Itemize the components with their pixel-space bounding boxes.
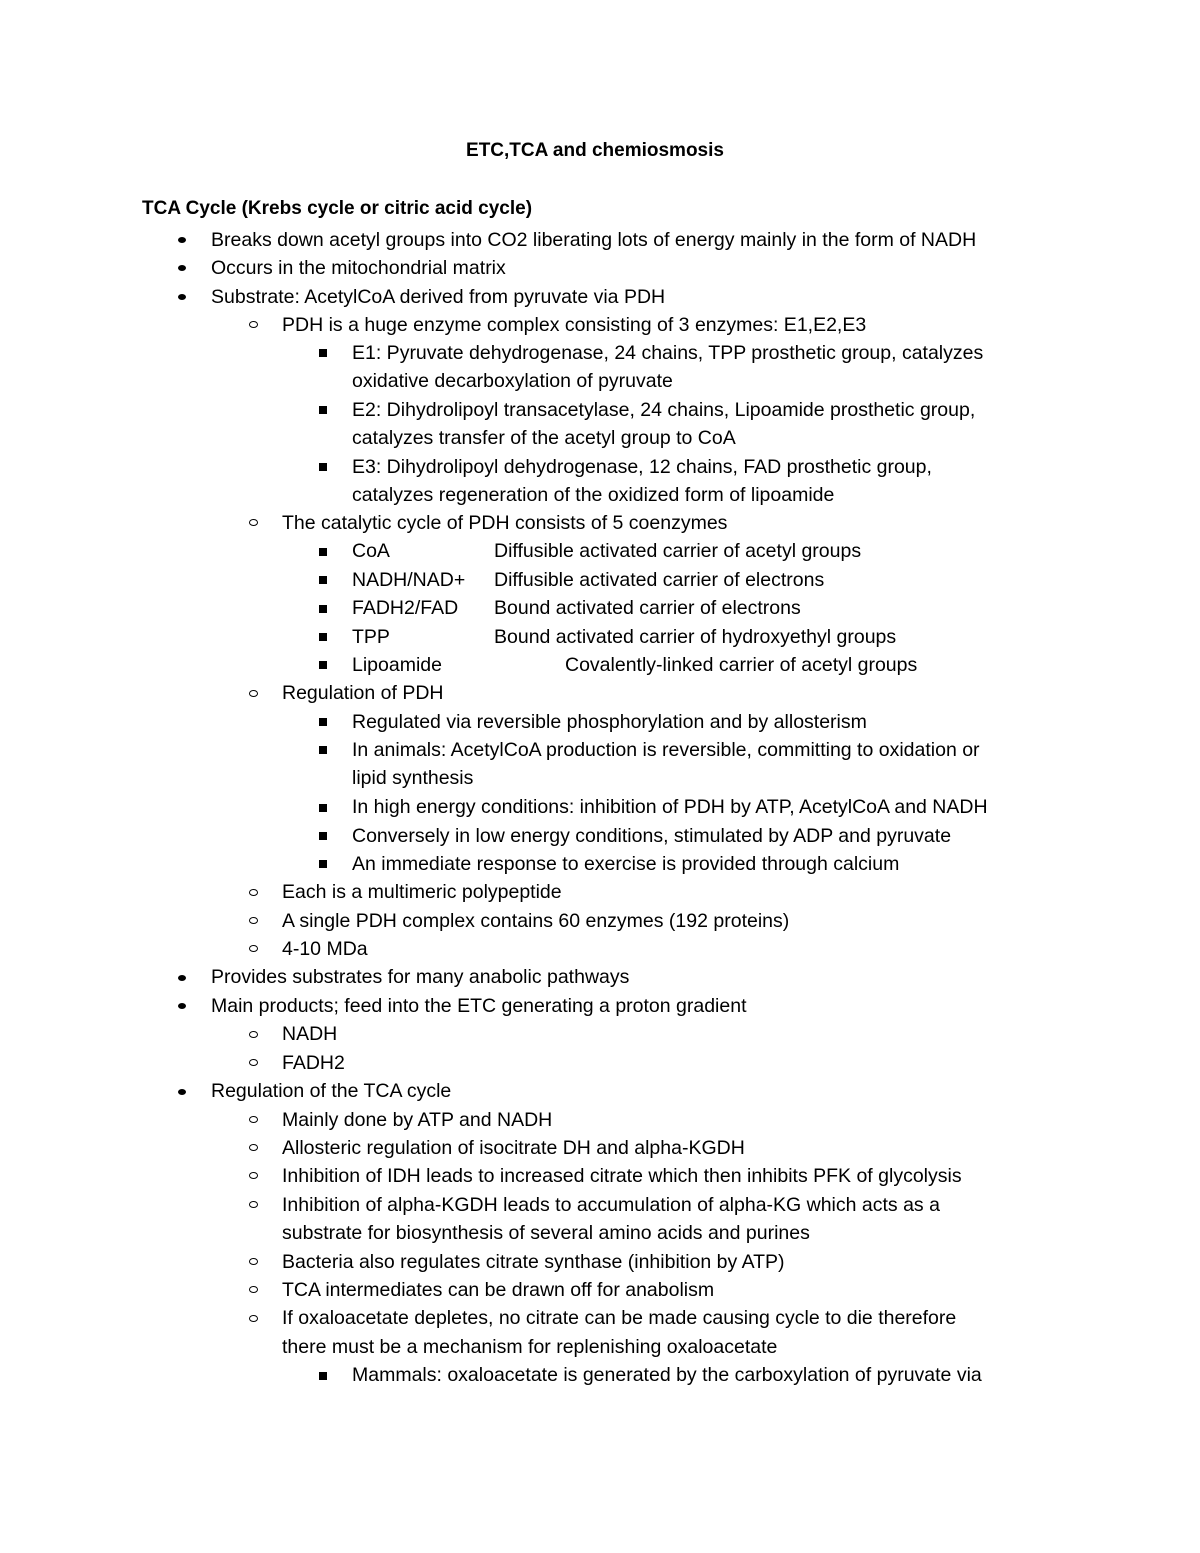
bullet-circle-icon	[249, 321, 258, 328]
list-item: If oxaloacetate depletes, no citrate can be made causing cycle to die therefore	[282, 1307, 957, 1329]
list-item: Mainly done by ATP and NADH	[282, 1109, 553, 1131]
list-item: Regulation of the TCA cycle	[211, 1080, 452, 1102]
bullet-square-icon	[319, 605, 327, 613]
bullet-square-icon	[319, 463, 327, 471]
list-item: PDH is a huge enzyme complex consisting of 3 enzymes: E1,E2,E3	[282, 314, 867, 336]
list-item: 4-10 MDa	[282, 938, 368, 960]
list-item: E1: Pyruvate dehydrogenase, 24 chains, TPP prosthetic group, catalyzes	[352, 342, 984, 364]
section-heading: TCA Cycle (Krebs cycle or citric acid cycle)	[142, 198, 533, 219]
bullet-circle-icon	[249, 1201, 258, 1208]
list-item: Breaks down acetyl groups into CO2 liberating lots of energy mainly in the form of NADH	[211, 229, 977, 251]
coenzyme-desc: Covalently-linked carrier of acetyl groups	[565, 654, 918, 676]
coenzyme-name: NADH/NAD+	[352, 569, 466, 591]
bullet-circle-icon	[249, 1116, 258, 1123]
list-item-continuation: substrate for biosynthesis of several amino acids and purines	[282, 1222, 810, 1244]
coenzyme-row	[352, 594, 801, 622]
bullet-disc-icon	[178, 975, 186, 981]
bullet-square-icon	[319, 718, 327, 726]
coenzyme-row	[352, 566, 825, 594]
list-item: Conversely in low energy conditions, stimulated by ADP and pyruvate	[352, 825, 952, 847]
bullet-circle-icon	[249, 889, 258, 896]
list-item: Regulation of PDH	[282, 682, 444, 704]
list-item: Provides substrates for many anabolic pathways	[211, 966, 630, 988]
bullet-disc-icon	[178, 1089, 186, 1095]
list-item: NADH	[282, 1023, 338, 1045]
list-item-continuation: catalyzes regeneration of the oxidized form of lipoamide	[352, 484, 835, 506]
coenzyme-name: CoA	[352, 540, 390, 562]
coenzyme-row	[352, 537, 862, 565]
list-item-continuation: catalyzes transfer of the acetyl group to CoA	[352, 427, 736, 449]
list-item: Inhibition of alpha-KGDH leads to accumulation of alpha-KG which acts as a	[282, 1194, 940, 1216]
list-item: E3: Dihydrolipoyl dehydrogenase, 12 chains, FAD prosthetic group,	[352, 456, 932, 478]
list-item: Inhibition of IDH leads to increased citrate which then inhibits PFK of glycolysis	[282, 1165, 962, 1187]
bullet-square-icon	[319, 576, 327, 584]
bullet-circle-icon	[249, 1258, 258, 1265]
bullet-circle-icon	[249, 1286, 258, 1293]
bullet-square-icon	[319, 349, 327, 357]
coenzyme-name: Lipoamide	[352, 654, 442, 676]
list-item: Mammals: oxaloacetate is generated by the carboxylation of pyruvate via	[352, 1364, 982, 1386]
bullet-disc-icon	[178, 265, 186, 271]
bullet-circle-icon	[249, 1172, 258, 1179]
list-item: Main products; feed into the ETC generating a proton gradient	[211, 995, 747, 1017]
bullet-square-icon	[319, 661, 327, 669]
coenzyme-desc: Bound activated carrier of hydroxyethyl groups	[494, 626, 897, 648]
coenzyme-desc: Diffusible activated carrier of acetyl groups	[494, 540, 862, 562]
list-item: Bacteria also regulates citrate synthase (inhibition by ATP)	[282, 1251, 785, 1273]
list-item: Substrate: AcetylCoA derived from pyruvate via PDH	[211, 286, 666, 308]
list-item: The catalytic cycle of PDH consists of 5 coenzymes	[282, 512, 728, 534]
coenzyme-desc: Diffusible activated carrier of electrons	[494, 569, 825, 591]
list-item: Regulated via reversible phosphorylation and by allosterism	[352, 711, 867, 733]
list-item-continuation: there must be a mechanism for replenishing oxaloacetate	[282, 1336, 778, 1358]
bullet-disc-icon	[178, 1003, 186, 1009]
list-item: Occurs in the mitochondrial matrix	[211, 257, 506, 279]
list-item: In animals: AcetylCoA production is reversible, committing to oxidation or	[352, 739, 980, 761]
list-item-continuation: oxidative decarboxylation of pyruvate	[352, 370, 673, 392]
coenzyme-name: TPP	[352, 626, 390, 648]
page-title: ETC,TCA and chemiosmosis	[466, 140, 724, 161]
list-item: E2: Dihydrolipoyl transacetylase, 24 chains, Lipoamide prosthetic group,	[352, 399, 976, 421]
list-item: A single PDH complex contains 60 enzymes (192 proteins)	[282, 910, 790, 932]
bullet-square-icon	[319, 746, 327, 754]
coenzyme-desc: Bound activated carrier of electrons	[494, 597, 801, 619]
list-item: TCA intermediates can be drawn off for anabolism	[282, 1279, 715, 1301]
bullet-square-icon	[319, 860, 327, 868]
list-item: Allosteric regulation of isocitrate DH and alpha-KGDH	[282, 1137, 745, 1159]
bullet-circle-icon	[249, 690, 258, 697]
bullet-circle-icon	[249, 1315, 258, 1322]
bullet-circle-icon	[249, 519, 258, 526]
bullet-circle-icon	[249, 1031, 258, 1038]
bullet-square-icon	[319, 804, 327, 812]
bullet-circle-icon	[249, 1144, 258, 1151]
bullet-disc-icon	[178, 294, 186, 300]
list-item: In high energy conditions: inhibition of PDH by ATP, AcetylCoA and NADH	[352, 796, 988, 818]
bullet-disc-icon	[178, 237, 186, 243]
bullet-square-icon	[319, 832, 327, 840]
list-item: Each is a multimeric polypeptide	[282, 881, 562, 903]
coenzyme-row	[352, 623, 897, 651]
list-item: An immediate response to exercise is provided through calcium	[352, 853, 900, 875]
bullet-circle-icon	[249, 1059, 258, 1066]
bullet-square-icon	[319, 548, 327, 556]
bullet-circle-icon	[249, 917, 258, 924]
bullet-square-icon	[319, 1372, 327, 1380]
coenzyme-name: FADH2/FAD	[352, 597, 459, 619]
list-item-continuation: lipid synthesis	[352, 767, 474, 789]
coenzyme-row	[352, 651, 918, 679]
bullet-circle-icon	[249, 945, 258, 952]
bullet-square-icon	[319, 406, 327, 414]
bullet-square-icon	[319, 633, 327, 641]
list-item: FADH2	[282, 1052, 345, 1074]
